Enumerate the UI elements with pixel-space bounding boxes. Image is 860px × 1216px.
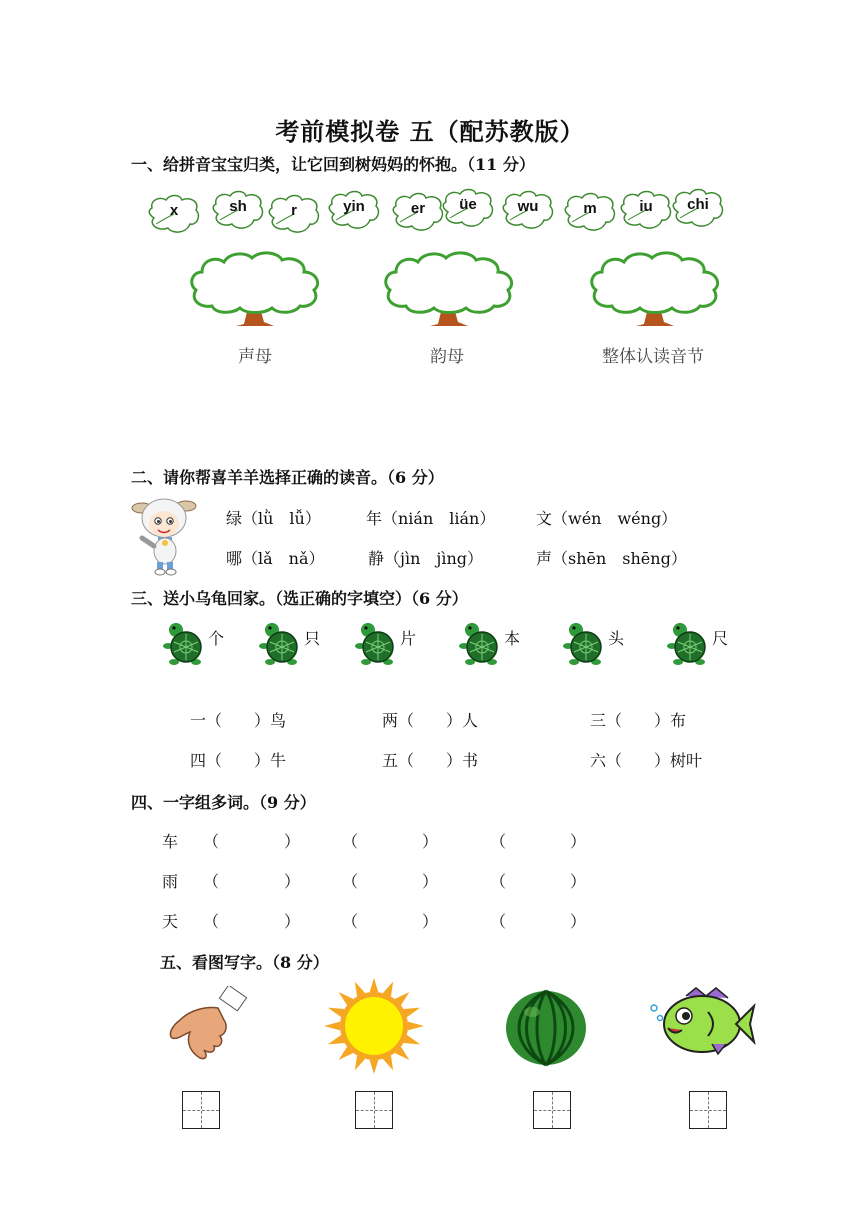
open-paren: （ bbox=[342, 912, 359, 931]
watermelon-image bbox=[504, 988, 588, 1068]
close-paren: ） bbox=[570, 832, 587, 851]
pinyin-leaf[interactable] bbox=[562, 192, 618, 234]
sun-image bbox=[322, 978, 426, 1078]
word-answer-blank[interactable] bbox=[360, 867, 422, 891]
close-paren: ） bbox=[570, 912, 587, 931]
q1-heading: 一、给拼音宝宝归类，让它回到树妈妈的怀抱。（11 分） bbox=[131, 155, 535, 174]
tree bbox=[380, 250, 520, 330]
pinyin-leaf[interactable] bbox=[390, 192, 446, 234]
word-answer-blank[interactable] bbox=[360, 907, 422, 931]
tree bbox=[186, 250, 326, 330]
word-answer-blank[interactable] bbox=[508, 907, 570, 931]
measure-word: 头 bbox=[608, 629, 625, 648]
writing-grid[interactable] bbox=[182, 1091, 220, 1129]
measure-word: 只 bbox=[304, 629, 321, 648]
writing-grid[interactable] bbox=[355, 1091, 393, 1129]
reading-item: 绿（lǜ lǚ） bbox=[226, 509, 321, 528]
open-paren: （ bbox=[342, 832, 359, 851]
close-paren: ） bbox=[284, 872, 301, 891]
writing-grid[interactable] bbox=[533, 1091, 571, 1129]
word-answer-blank[interactable] bbox=[508, 827, 570, 851]
turtle-icon[interactable] bbox=[562, 620, 608, 666]
open-paren: （ bbox=[342, 872, 359, 891]
pinyin-leaf[interactable] bbox=[670, 188, 726, 230]
open-paren: （ bbox=[203, 872, 220, 891]
pinyin-leaf[interactable] bbox=[210, 190, 266, 232]
measure-word: 个 bbox=[208, 629, 225, 648]
pinyin-leaf[interactable] bbox=[266, 194, 322, 236]
turtle-icon[interactable] bbox=[162, 620, 208, 666]
measure-blank: 六（ ）树叶 bbox=[590, 751, 703, 770]
tree-category-label: 整体认读音节 bbox=[602, 347, 704, 367]
pinyin-label: x bbox=[169, 202, 179, 219]
word-row-char: 车 bbox=[162, 832, 179, 851]
open-paren: （ bbox=[203, 832, 220, 851]
measure-blank: 一（ ）鸟 bbox=[190, 711, 287, 730]
word-row-char: 天 bbox=[162, 912, 179, 931]
close-paren: ） bbox=[284, 832, 301, 851]
tree-category-label: 声母 bbox=[238, 347, 272, 367]
q5-heading: 五、看图写字。（8 分） bbox=[160, 953, 329, 972]
pinyin-leaf[interactable] bbox=[500, 190, 556, 232]
pinyin-label: chi bbox=[687, 196, 709, 213]
turtle-icon[interactable] bbox=[458, 620, 504, 666]
close-paren: ） bbox=[422, 832, 439, 851]
writing-grid[interactable] bbox=[689, 1091, 727, 1129]
pleasant-goat-image bbox=[130, 494, 200, 576]
measure-word: 片 bbox=[400, 629, 417, 648]
measure-blank: 五（ ）书 bbox=[382, 751, 479, 770]
reading-item: 哪（lǎ nǎ） bbox=[226, 549, 325, 568]
reading-item: 静（jìn jìng） bbox=[368, 549, 484, 568]
close-paren: ） bbox=[284, 912, 301, 931]
measure-word: 尺 bbox=[712, 629, 729, 648]
measure-word: 本 bbox=[504, 629, 521, 648]
fish-image bbox=[646, 986, 756, 1058]
turtle-icon[interactable] bbox=[666, 620, 712, 666]
open-paren: （ bbox=[490, 832, 507, 851]
tree-category-label: 韵母 bbox=[430, 347, 464, 367]
pinyin-label: m bbox=[583, 200, 597, 217]
word-answer-blank[interactable] bbox=[221, 907, 284, 931]
reading-item: 文（wén wéng） bbox=[536, 509, 678, 528]
pinyin-label: üe bbox=[459, 196, 477, 213]
q4-heading: 四、一字组多词。（9 分） bbox=[131, 793, 316, 812]
measure-blank: 三（ ）布 bbox=[590, 711, 687, 730]
turtle-icon[interactable] bbox=[258, 620, 304, 666]
pinyin-leaf[interactable] bbox=[618, 190, 674, 232]
pinyin-leaf[interactable] bbox=[146, 194, 202, 236]
reading-item: 声（shēn shēng） bbox=[536, 549, 687, 568]
measure-blank: 两（ ）人 bbox=[382, 711, 479, 730]
tree bbox=[586, 250, 726, 330]
pinyin-leaf[interactable] bbox=[326, 190, 382, 232]
pinyin-label: iu bbox=[639, 198, 653, 215]
page-title: 考前模拟卷 五（配苏教版） bbox=[275, 117, 585, 146]
measure-blank: 四（ ）牛 bbox=[190, 751, 287, 770]
turtle-icon[interactable] bbox=[354, 620, 400, 666]
word-row-char: 雨 bbox=[162, 872, 179, 891]
word-answer-blank[interactable] bbox=[221, 867, 284, 891]
close-paren: ） bbox=[570, 872, 587, 891]
word-answer-blank[interactable] bbox=[221, 827, 284, 851]
pinyin-label: yin bbox=[343, 198, 365, 215]
hand-image bbox=[166, 986, 252, 1066]
open-paren: （ bbox=[490, 872, 507, 891]
word-answer-blank[interactable] bbox=[360, 827, 422, 851]
pinyin-label: r bbox=[291, 202, 297, 219]
pinyin-label: er bbox=[410, 200, 426, 217]
q2-heading: 二、请你帮喜羊羊选择正确的读音。（6 分） bbox=[131, 468, 444, 487]
pinyin-leaf[interactable] bbox=[440, 188, 496, 230]
pinyin-label: wu bbox=[517, 198, 539, 215]
open-paren: （ bbox=[203, 912, 220, 931]
close-paren: ） bbox=[422, 872, 439, 891]
close-paren: ） bbox=[422, 912, 439, 931]
q3-heading: 三、送小乌龟回家。（选正确的字填空）（6 分） bbox=[131, 589, 468, 608]
reading-item: 年（nián lián） bbox=[366, 509, 496, 528]
pinyin-label: sh bbox=[229, 198, 247, 215]
word-answer-blank[interactable] bbox=[508, 867, 570, 891]
open-paren: （ bbox=[490, 912, 507, 931]
